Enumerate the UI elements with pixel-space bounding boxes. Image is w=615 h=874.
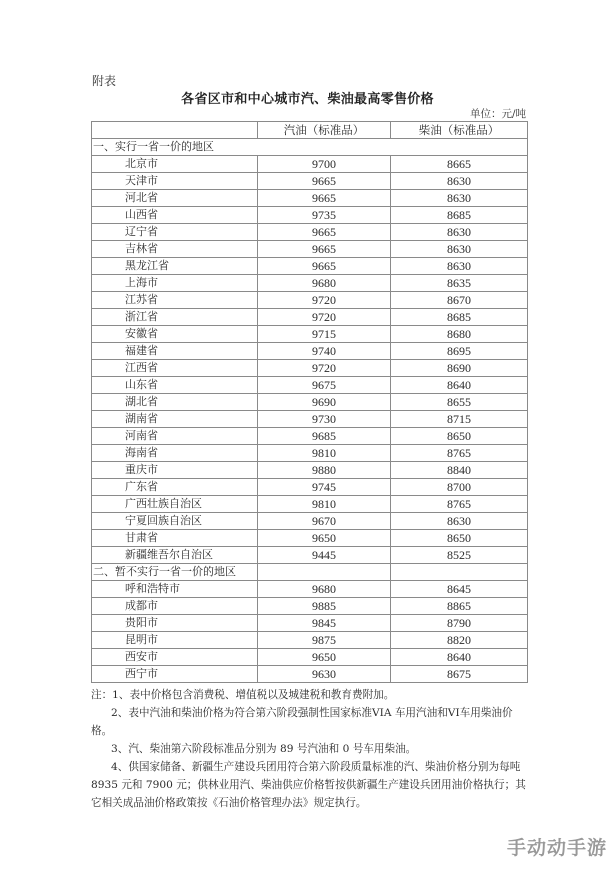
diesel-price-cell: 8700 bbox=[391, 479, 528, 496]
region-cell: 贵阳市 bbox=[92, 615, 258, 632]
region-cell: 上海市 bbox=[92, 275, 258, 292]
note-3: 3、汽、柴油第六阶段标准品分别为 89 号汽油和 0 号车用柴油。 bbox=[111, 743, 417, 755]
table-row bbox=[92, 513, 528, 530]
gasoline-price-cell: 9700 bbox=[258, 156, 391, 173]
note-2: 2、表中汽油和柴油价格为符合第六阶段强制性国家标准VIA 车用汽油和VI车用柴油价格。 bbox=[91, 707, 513, 737]
table-row bbox=[92, 156, 528, 173]
table-row bbox=[92, 275, 528, 292]
gasoline-price-cell: 9670 bbox=[258, 513, 391, 530]
region-cell: 昆明市 bbox=[92, 632, 258, 649]
diesel-price-cell: 8680 bbox=[391, 326, 528, 343]
diesel-price-cell: 8685 bbox=[391, 309, 528, 326]
table-row bbox=[92, 547, 528, 564]
table-row bbox=[92, 666, 528, 683]
section-row bbox=[92, 564, 528, 581]
gasoline-price-cell: 9845 bbox=[258, 615, 391, 632]
table-row bbox=[92, 479, 528, 496]
table-row bbox=[92, 292, 528, 309]
gasoline-price-cell: 9745 bbox=[258, 479, 391, 496]
table-row bbox=[92, 394, 528, 411]
diesel-price-cell: 8715 bbox=[391, 411, 528, 428]
table-row bbox=[92, 241, 528, 258]
header-region bbox=[92, 122, 258, 139]
region-cell: 天津市 bbox=[92, 173, 258, 190]
table-header-row bbox=[92, 122, 528, 139]
page-title: 各省区市和中心城市汽、柴油最高零售价格 bbox=[181, 92, 434, 107]
unit-label: 单位：元/吨 bbox=[469, 108, 526, 120]
gasoline-price-cell: 9665 bbox=[258, 224, 391, 241]
table-row bbox=[92, 632, 528, 649]
note-4: 4、供国家储备、新疆生产建设兵团用符合第六阶段质量标准的汽、柴油价格分别为每吨 8935 元和 7900 元；供林业用汽、柴油供应价格暂按供新疆生产建设兵团用油价格执行；其它相关成品油价格政策按《石油价格管理办法》规定执行。 bbox=[91, 761, 526, 809]
gasoline-price-cell: 9885 bbox=[258, 598, 391, 615]
table-row bbox=[92, 581, 528, 598]
diesel-price-cell: 8650 bbox=[391, 530, 528, 547]
gasoline-price-cell: 9735 bbox=[258, 207, 391, 224]
diesel-price-cell: 8840 bbox=[391, 462, 528, 479]
gasoline-price-cell: 9720 bbox=[258, 309, 391, 326]
diesel-price-cell: 8655 bbox=[391, 394, 528, 411]
table-row bbox=[92, 309, 528, 326]
section-empty-gasoline bbox=[258, 564, 391, 581]
diesel-price-cell: 8640 bbox=[391, 649, 528, 666]
diesel-price-cell: 8675 bbox=[391, 666, 528, 683]
diesel-price-cell: 8665 bbox=[391, 156, 528, 173]
diesel-price-cell: 8525 bbox=[391, 547, 528, 564]
diesel-price-cell: 8630 bbox=[391, 224, 528, 241]
region-cell: 广西壮族自治区 bbox=[92, 496, 258, 513]
table-row bbox=[92, 411, 528, 428]
table-row bbox=[92, 445, 528, 462]
gasoline-price-cell: 9665 bbox=[258, 241, 391, 258]
table-row bbox=[92, 343, 528, 360]
region-cell: 安徽省 bbox=[92, 326, 258, 343]
gasoline-price-cell: 9730 bbox=[258, 411, 391, 428]
gasoline-price-cell: 9675 bbox=[258, 377, 391, 394]
section-empty-diesel bbox=[391, 564, 528, 581]
gasoline-price-cell: 9445 bbox=[258, 547, 391, 564]
table-row bbox=[92, 462, 528, 479]
gasoline-price-cell: 9740 bbox=[258, 343, 391, 360]
gasoline-price-cell: 9685 bbox=[258, 428, 391, 445]
region-cell: 山东省 bbox=[92, 377, 258, 394]
table-row bbox=[92, 598, 528, 615]
table-row bbox=[92, 496, 528, 513]
region-cell: 甘肃省 bbox=[92, 530, 258, 547]
diesel-price-cell: 8645 bbox=[391, 581, 528, 598]
header-diesel: 柴油（标准品） bbox=[391, 122, 528, 139]
table-row bbox=[92, 377, 528, 394]
price-table-body bbox=[92, 122, 528, 683]
gasoline-price-cell: 9665 bbox=[258, 258, 391, 275]
table-row bbox=[92, 615, 528, 632]
gasoline-price-cell: 9630 bbox=[258, 666, 391, 683]
diesel-price-cell: 8650 bbox=[391, 428, 528, 445]
note-1: 注：1、表中价格包含消费税、增值税以及城建税和教育费附加。 bbox=[91, 689, 395, 701]
diesel-price-cell: 8765 bbox=[391, 496, 528, 513]
region-cell: 浙江省 bbox=[92, 309, 258, 326]
diesel-price-cell: 8630 bbox=[391, 190, 528, 207]
region-cell: 成都市 bbox=[92, 598, 258, 615]
diesel-price-cell: 8820 bbox=[391, 632, 528, 649]
table-row bbox=[92, 360, 528, 377]
table-row bbox=[92, 326, 528, 343]
section-label: 二、暂不实行一省一价的地区 bbox=[92, 564, 258, 581]
gasoline-price-cell: 9650 bbox=[258, 649, 391, 666]
region-cell: 辽宁省 bbox=[92, 224, 258, 241]
footnotes bbox=[91, 686, 531, 812]
gasoline-price-cell: 9875 bbox=[258, 632, 391, 649]
section-label: 一、实行一省一价的地区 bbox=[92, 139, 528, 156]
region-cell: 江西省 bbox=[92, 360, 258, 377]
table-row bbox=[92, 190, 528, 207]
table-row bbox=[92, 649, 528, 666]
diesel-price-cell: 8630 bbox=[391, 241, 528, 258]
region-cell: 河南省 bbox=[92, 428, 258, 445]
table-row bbox=[92, 207, 528, 224]
price-table bbox=[91, 121, 528, 683]
diesel-price-cell: 8630 bbox=[391, 258, 528, 275]
annex-label: 附表 bbox=[92, 74, 117, 88]
diesel-price-cell: 8685 bbox=[391, 207, 528, 224]
gasoline-price-cell: 9690 bbox=[258, 394, 391, 411]
header-gasoline: 汽油（标准品） bbox=[258, 122, 391, 139]
diesel-price-cell: 8790 bbox=[391, 615, 528, 632]
diesel-price-cell: 8630 bbox=[391, 173, 528, 190]
diesel-price-cell: 8865 bbox=[391, 598, 528, 615]
region-cell: 西安市 bbox=[92, 649, 258, 666]
diesel-price-cell: 8765 bbox=[391, 445, 528, 462]
region-cell: 西宁市 bbox=[92, 666, 258, 683]
table-row bbox=[92, 224, 528, 241]
region-cell: 海南省 bbox=[92, 445, 258, 462]
table-row bbox=[92, 530, 528, 547]
gasoline-price-cell: 9680 bbox=[258, 275, 391, 292]
region-cell: 湖南省 bbox=[92, 411, 258, 428]
region-cell: 新疆维吾尔自治区 bbox=[92, 547, 258, 564]
diesel-price-cell: 8630 bbox=[391, 513, 528, 530]
region-cell: 吉林省 bbox=[92, 241, 258, 258]
region-cell: 江苏省 bbox=[92, 292, 258, 309]
diesel-price-cell: 8635 bbox=[391, 275, 528, 292]
diesel-price-cell: 8670 bbox=[391, 292, 528, 309]
region-cell: 河北省 bbox=[92, 190, 258, 207]
region-cell: 宁夏回族自治区 bbox=[92, 513, 258, 530]
gasoline-price-cell: 9715 bbox=[258, 326, 391, 343]
region-cell: 广东省 bbox=[92, 479, 258, 496]
gasoline-price-cell: 9810 bbox=[258, 496, 391, 513]
table-row bbox=[92, 428, 528, 445]
gasoline-price-cell: 9665 bbox=[258, 190, 391, 207]
gasoline-price-cell: 9650 bbox=[258, 530, 391, 547]
table-row bbox=[92, 258, 528, 275]
gasoline-price-cell: 9810 bbox=[258, 445, 391, 462]
diesel-price-cell: 8640 bbox=[391, 377, 528, 394]
region-cell: 黑龙江省 bbox=[92, 258, 258, 275]
gasoline-price-cell: 9720 bbox=[258, 292, 391, 309]
diesel-price-cell: 8695 bbox=[391, 343, 528, 360]
gasoline-price-cell: 9880 bbox=[258, 462, 391, 479]
table-row bbox=[92, 173, 528, 190]
region-cell: 重庆市 bbox=[92, 462, 258, 479]
gasoline-price-cell: 9720 bbox=[258, 360, 391, 377]
gasoline-price-cell: 9680 bbox=[258, 581, 391, 598]
region-cell: 福建省 bbox=[92, 343, 258, 360]
region-cell: 北京市 bbox=[92, 156, 258, 173]
gasoline-price-cell: 9665 bbox=[258, 173, 391, 190]
watermark-logo: 手动动手游 bbox=[506, 837, 607, 859]
region-cell: 湖北省 bbox=[92, 394, 258, 411]
region-cell: 呼和浩特市 bbox=[92, 581, 258, 598]
section-row bbox=[92, 139, 528, 156]
diesel-price-cell: 8690 bbox=[391, 360, 528, 377]
region-cell: 山西省 bbox=[92, 207, 258, 224]
